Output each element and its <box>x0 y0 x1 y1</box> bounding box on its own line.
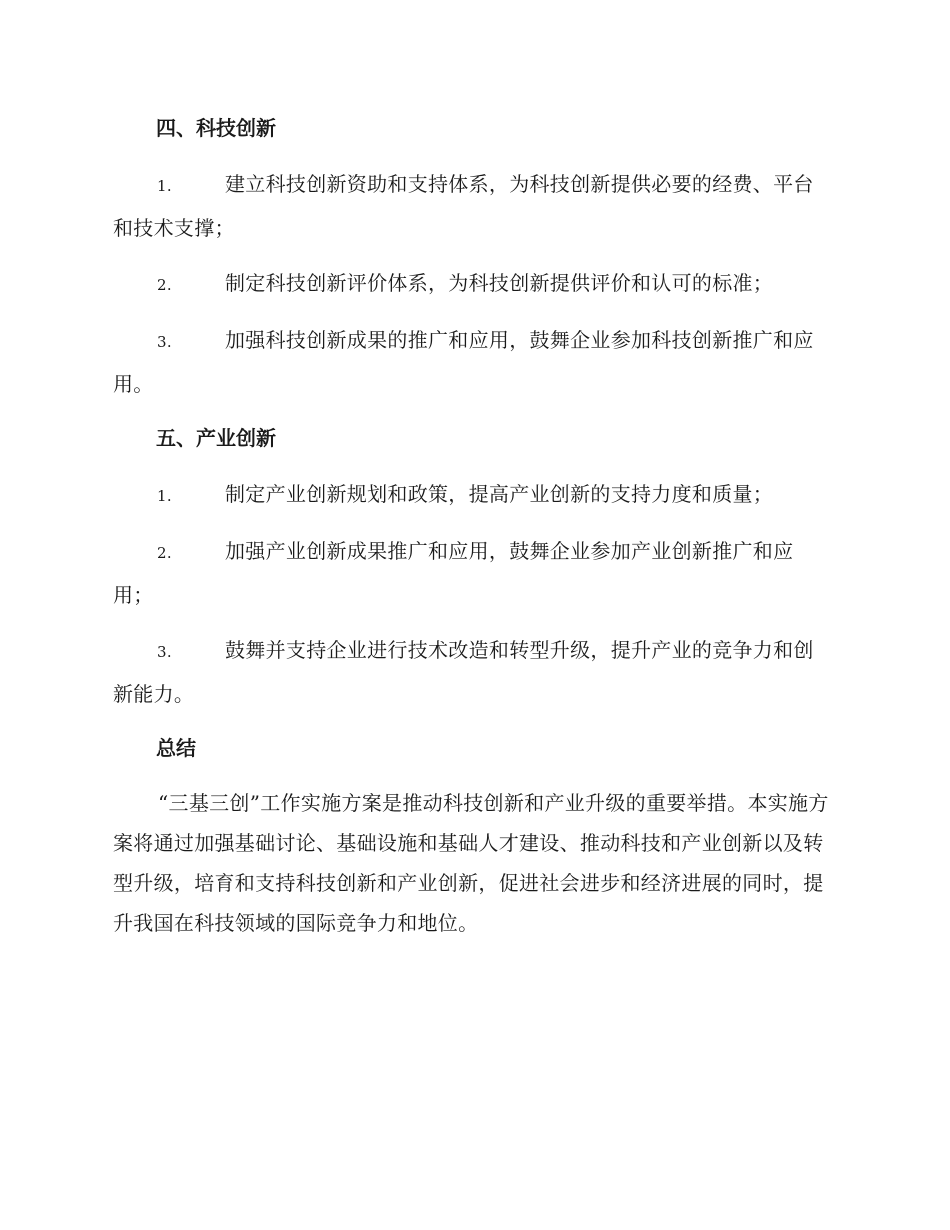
list-item-number: 2. <box>157 276 172 294</box>
section-heading: 五、产业创新 <box>156 426 276 450</box>
list-item-text: 加强产业创新成果推广和应用，鼓舞企业参加产业创新推广和应用； <box>113 539 794 607</box>
list-item-number: 1. <box>157 177 172 195</box>
list-item-text: 制定科技创新评价体系，为科技创新提供评价和认可的标准； <box>225 271 774 295</box>
list-item-number: 2. <box>157 544 172 562</box>
list-item-number: 1. <box>157 487 172 505</box>
list-item-text: 制定产业创新规划和政策，提高产业创新的支持力度和质量； <box>225 482 774 506</box>
list-item <box>113 473 833 517</box>
list-item <box>113 262 833 306</box>
list-item <box>113 530 833 616</box>
list-item <box>113 319 833 405</box>
list-item-text: 建立科技创新资助和支持体系，为科技创新提供必要的经费、平台和技术支撑； <box>113 172 814 240</box>
list-item-number: 3. <box>157 643 172 661</box>
section-industry-innovation <box>113 418 833 715</box>
document-body <box>113 108 833 943</box>
section-heading: 四、科技创新 <box>156 116 276 140</box>
summary-heading: 总结 <box>156 736 196 760</box>
list-item <box>113 163 833 249</box>
section-summary <box>113 728 833 943</box>
list-item-text: 加强科技创新成果的推广和应用，鼓舞企业参加科技创新推广和应用。 <box>113 328 814 396</box>
list-item-number: 3. <box>157 333 172 351</box>
summary-paragraph: “三基三创”工作实施方案是推动科技创新和产业升级的重要举措。本实施方案将通过加强基础讨论、基础设施和基础人才建设、推动科技和产业创新以及转型升级，培育和支持科技创新和产业创新，促进社会进步和经济进展的同时，提升我国在科技领域的国际竞争力和地位。 <box>113 791 829 935</box>
section-tech-innovation <box>113 108 833 405</box>
list-item <box>113 629 833 715</box>
list-item-text: 鼓舞并支持企业进行技术改造和转型升级，提升产业的竞争力和创新能力。 <box>113 638 814 706</box>
